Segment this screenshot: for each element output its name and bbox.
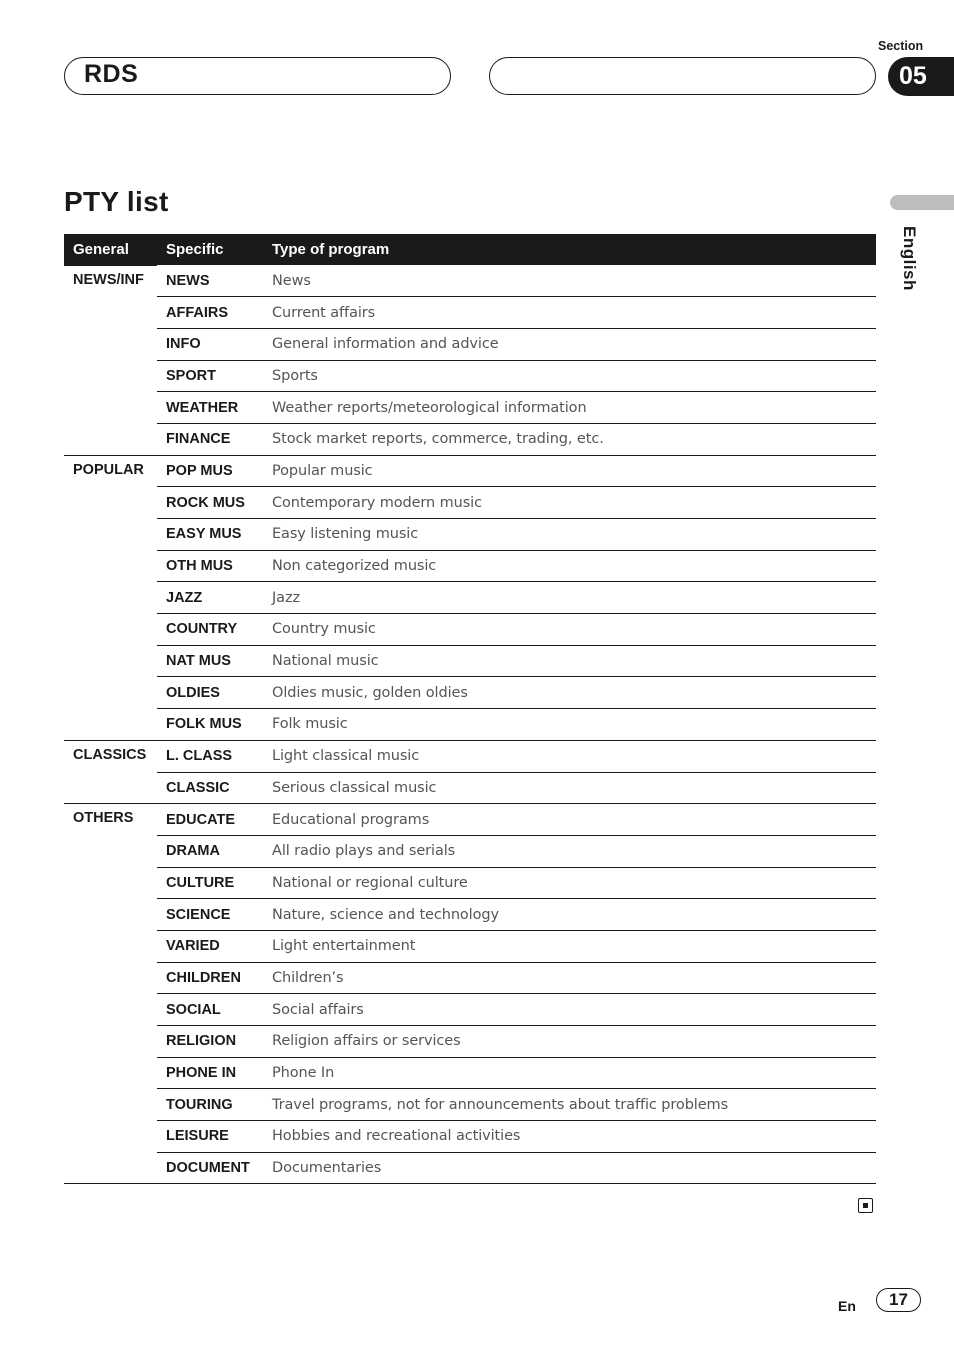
- program-type-cell: National or regional culture: [263, 867, 876, 899]
- program-type-cell: Contemporary modern music: [263, 487, 876, 519]
- end-of-section-icon: [858, 1198, 873, 1213]
- table-row: [64, 1152, 876, 1184]
- program-type-cell: Current affairs: [263, 297, 876, 329]
- specific-code-cell: L. CLASS: [157, 740, 263, 772]
- specific-code-cell: TOURING: [157, 1089, 263, 1121]
- table-row: [64, 930, 876, 962]
- specific-code-cell: ROCK MUS: [157, 487, 263, 519]
- table-row: [64, 677, 876, 709]
- specific-code-cell: EDUCATE: [157, 804, 263, 836]
- subtitle-frame: [489, 57, 876, 95]
- specific-code-cell: EASY MUS: [157, 519, 263, 551]
- table-row: [64, 582, 876, 614]
- program-type-cell: National music: [263, 645, 876, 677]
- column-header-type: Type of program: [263, 234, 876, 265]
- table-row: [64, 804, 876, 836]
- program-type-cell: News: [263, 265, 876, 297]
- program-type-cell: Jazz: [263, 582, 876, 614]
- general-category-cell: POPULAR: [64, 455, 157, 740]
- specific-code-cell: FOLK MUS: [157, 709, 263, 741]
- program-type-cell: Social affairs: [263, 994, 876, 1026]
- table-body: [64, 265, 876, 1184]
- table-row: [64, 645, 876, 677]
- specific-code-cell: LEISURE: [157, 1121, 263, 1153]
- program-type-cell: Children’s: [263, 962, 876, 994]
- program-type-cell: Religion affairs or services: [263, 1026, 876, 1058]
- program-type-cell: General information and advice: [263, 328, 876, 360]
- program-type-cell: Sports: [263, 360, 876, 392]
- specific-code-cell: SCIENCE: [157, 899, 263, 931]
- table-row: [64, 709, 876, 741]
- language-code: En: [838, 1298, 856, 1314]
- specific-code-cell: NEWS: [157, 265, 263, 297]
- table-row: [64, 550, 876, 582]
- program-type-cell: Light classical music: [263, 740, 876, 772]
- table-row: [64, 487, 876, 519]
- table-row: [64, 455, 876, 487]
- general-category-cell: NEWS/INF: [64, 265, 157, 455]
- specific-code-cell: DOCUMENT: [157, 1152, 263, 1184]
- table-row: [64, 360, 876, 392]
- program-type-cell: Educational programs: [263, 804, 876, 836]
- table-row: [64, 1089, 876, 1121]
- general-category-cell: OTHERS: [64, 804, 157, 1184]
- specific-code-cell: SOCIAL: [157, 994, 263, 1026]
- language-tab-label: English: [900, 226, 919, 291]
- program-type-cell: Stock market reports, commerce, trading, etc.: [263, 423, 876, 455]
- specific-code-cell: OLDIES: [157, 677, 263, 709]
- program-type-cell: Hobbies and recreational activities: [263, 1121, 876, 1153]
- table-row: [64, 835, 876, 867]
- specific-code-cell: SPORT: [157, 360, 263, 392]
- program-type-cell: Weather reports/meteorological information: [263, 392, 876, 424]
- table-row: [64, 519, 876, 551]
- column-header-specific: Specific: [157, 234, 263, 265]
- table-row: [64, 1121, 876, 1153]
- page-heading: PTY list: [64, 186, 169, 217]
- program-type-cell: Travel programs, not for announcements about traffic problems: [263, 1089, 876, 1121]
- specific-code-cell: CHILDREN: [157, 962, 263, 994]
- table-row: [64, 328, 876, 360]
- language-tab-bar: [890, 195, 954, 210]
- specific-code-cell: OTH MUS: [157, 550, 263, 582]
- table-row: [64, 1026, 876, 1058]
- section-label: Section: [878, 39, 924, 53]
- table-row: [64, 392, 876, 424]
- table-row: [64, 772, 876, 804]
- specific-code-cell: CULTURE: [157, 867, 263, 899]
- specific-code-cell: INFO: [157, 328, 263, 360]
- table-row: [64, 962, 876, 994]
- program-type-cell: Popular music: [263, 455, 876, 487]
- table-row: [64, 1057, 876, 1089]
- specific-code-cell: VARIED: [157, 930, 263, 962]
- table-row: [64, 423, 876, 455]
- page-number: 17: [876, 1288, 921, 1312]
- specific-code-cell: COUNTRY: [157, 614, 263, 646]
- table-row: [64, 867, 876, 899]
- specific-code-cell: NAT MUS: [157, 645, 263, 677]
- specific-code-cell: POP MUS: [157, 455, 263, 487]
- table-row: [64, 614, 876, 646]
- program-type-cell: Oldies music, golden oldies: [263, 677, 876, 709]
- specific-code-cell: RELIGION: [157, 1026, 263, 1058]
- table-header-row: [64, 234, 876, 265]
- specific-code-cell: PHONE IN: [157, 1057, 263, 1089]
- program-type-cell: Phone In: [263, 1057, 876, 1089]
- section-number-badge: 05: [888, 57, 954, 96]
- specific-code-cell: AFFAIRS: [157, 297, 263, 329]
- program-type-cell: Nature, science and technology: [263, 899, 876, 931]
- specific-code-cell: WEATHER: [157, 392, 263, 424]
- program-type-cell: Documentaries: [263, 1152, 876, 1184]
- specific-code-cell: FINANCE: [157, 423, 263, 455]
- program-type-cell: All radio plays and serials: [263, 835, 876, 867]
- table-row: [64, 899, 876, 931]
- table-row: [64, 740, 876, 772]
- program-type-cell: Country music: [263, 614, 876, 646]
- column-header-general: General: [64, 234, 157, 265]
- program-type-cell: Folk music: [263, 709, 876, 741]
- table-row: [64, 297, 876, 329]
- pty-table: [64, 234, 876, 1184]
- specific-code-cell: JAZZ: [157, 582, 263, 614]
- general-category-cell: CLASSICS: [64, 740, 157, 803]
- program-type-cell: Non categorized music: [263, 550, 876, 582]
- specific-code-cell: CLASSIC: [157, 772, 263, 804]
- chapter-title: RDS: [84, 60, 139, 88]
- program-type-cell: Serious classical music: [263, 772, 876, 804]
- table-row: [64, 265, 876, 297]
- program-type-cell: Easy listening music: [263, 519, 876, 551]
- program-type-cell: Light entertainment: [263, 930, 876, 962]
- specific-code-cell: DRAMA: [157, 835, 263, 867]
- table-row: [64, 994, 876, 1026]
